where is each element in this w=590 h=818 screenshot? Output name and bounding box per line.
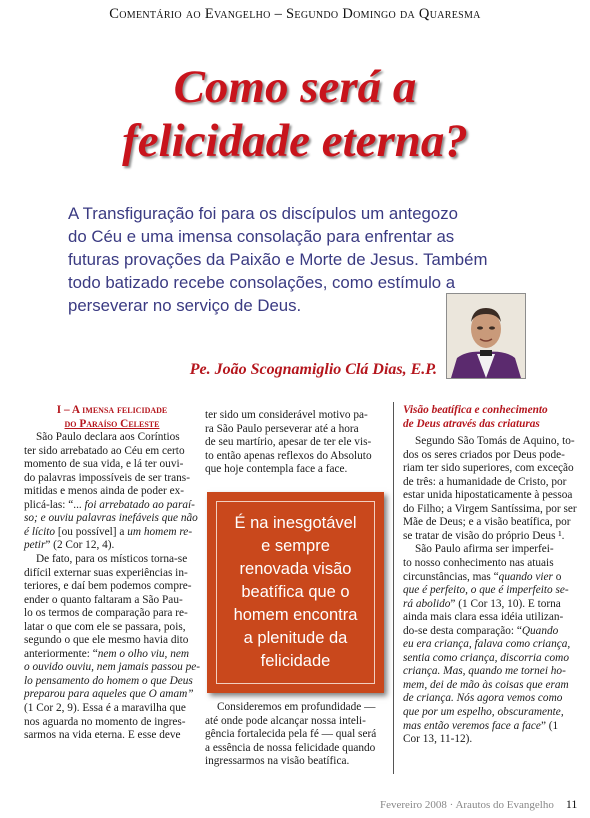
text-line: ingressarmos na visão beatífica. <box>205 755 350 768</box>
text-line: to nosso conhecimento nas atuais <box>403 557 554 570</box>
text-line: ter sido um considerável motivo pa- <box>205 409 368 421</box>
text-line: que por um espelho, obscuramente, <box>403 706 564 719</box>
text-line: que hoje contempla face a face. <box>205 463 348 476</box>
text-line: De fato, para os místicos torna-se <box>36 553 188 566</box>
quote-line: renovada visão <box>239 560 352 578</box>
subheading: Visão beatífica e conhecimento <box>403 404 548 416</box>
column-1-body <box>24 431 200 743</box>
pull-quote-text <box>234 512 358 673</box>
text-line: de criança. Nós agora vemos como <box>403 692 563 705</box>
column-2 <box>205 409 390 477</box>
text-line: petir” (2 Cor 12, 4). <box>24 539 115 552</box>
text-line: Consideremos em profundidade — <box>217 701 376 713</box>
text-line: de seu martírio, apesar de ter ele vis- <box>205 436 372 449</box>
subheading: de Deus através das criaturas <box>403 417 540 430</box>
author-photo <box>446 293 526 379</box>
text-line: ender o quanto faltaram a São Pau- <box>24 593 183 606</box>
text-line: so; e ouviu palavras inefáveis que não <box>24 512 198 525</box>
article-title-line-2: felicidade eterna? <box>122 115 468 167</box>
pull-quote-box <box>207 492 384 693</box>
page-footer <box>380 797 577 812</box>
text-line: plicá-las: “... foi arrebatado ao paraí- <box>24 498 195 511</box>
footer-issue: Fevereiro 2008 · Arautos do Evangelho <box>380 799 554 811</box>
text-line: latar o que com ele se passara, pois, <box>24 620 186 633</box>
text-line: Mãe de Deus; e a visão beatífica, por <box>403 516 571 529</box>
lead-line: todo batizado recebe consolações, como estímulo a <box>68 273 456 292</box>
text-line: difícil externar suas experiências in- <box>24 566 188 579</box>
quote-line: a plenitude da <box>243 629 348 647</box>
text-line: momento de sua vida, e lá ter ouvi- <box>24 458 184 471</box>
section-heading: I – A imensa felicidade <box>56 404 168 416</box>
text-line: nos aguarda no momento de ingres- <box>24 715 186 728</box>
text-line: dos os seres criados por Deus pode- <box>403 448 565 461</box>
lead-line: do Céu e uma imensa consolação para enfrentar as <box>68 227 455 246</box>
lead-line: perseverar no serviço de Deus. <box>68 296 302 315</box>
text-line: riam ter sido superiores, com exceção <box>403 462 574 475</box>
text-line: lo pensamento do homem o que Deus <box>24 674 193 687</box>
text-line: mem, dei de mão às coisas que eram <box>403 678 569 691</box>
quote-line: homem encontra <box>233 606 358 624</box>
article-title-line-1: Como será a <box>173 61 417 113</box>
text-line: estar unida hipostaticamente à pessoa <box>403 489 573 502</box>
text-line: (1 Cor 2, 9). Essa é a maravilha que <box>24 702 186 715</box>
text-line: sarmos na vida eterna. E esse deve <box>24 729 181 742</box>
text-line: São Paulo afirma ser imperfei- <box>415 543 554 556</box>
text-line: do-se desta comparação: “Quando <box>403 624 559 637</box>
section-heading: do Paraíso Celeste <box>64 417 160 430</box>
text-line: eu era criança, falava como criança, <box>403 638 571 651</box>
running-header: Comentário ao Evangelho – Segundo Domingo da Quaresma <box>109 6 481 22</box>
text-line: que é perfeito, o que é imperfeito se- <box>403 584 569 597</box>
text-line: se tratar de visão do próprio Deus ¹. <box>403 529 565 542</box>
text-line: a essência de nossa felicidade quando <box>205 741 376 754</box>
quote-line: beatífica que o <box>241 583 350 601</box>
text-line: São Paulo declara aos Coríntios <box>36 431 180 444</box>
text-line: lo os termos de comparação para re- <box>24 607 188 620</box>
column-2-bottom-text <box>205 701 390 769</box>
page-number: 11 <box>565 797 578 811</box>
text-line: gência fortalecida pela fé — qual será <box>205 728 377 741</box>
text-line: Segundo São Tomás de Aquino, to- <box>415 435 575 448</box>
text-line: teriores, e daí bem podemos compre- <box>24 580 192 593</box>
text-line: criança. Mas, quando me tornei ho- <box>403 665 566 678</box>
text-line: do Filho; a Virgem Santíssima, por ser <box>403 502 577 515</box>
text-line: até onde pode alcançar nossa inteli- <box>205 714 366 727</box>
column-3-body <box>403 435 578 747</box>
quote-line: e sempre <box>261 537 330 555</box>
column-2-bottom <box>205 701 390 769</box>
text-line: to então apenas reflexos do Absoluto <box>205 449 372 462</box>
lead-line: futuras provações da Paixão e Morte de Jesus. Também <box>68 250 488 269</box>
text-line: do palavras impossíveis de ser trans- <box>24 471 190 484</box>
text-line: o ouvido ouviu, nem jamais passou pe- <box>24 661 201 674</box>
text-line: mas então veremos face a face” (1 <box>403 719 559 732</box>
author-byline: Pe. João Scognamiglio Clá Dias, E.P. <box>189 361 437 378</box>
text-line: mitidas e menos ainda de poder ex- <box>24 485 184 498</box>
quote-line: felicidade <box>260 652 331 670</box>
text-line: rá abolido” (1 Cor 13, 10). E torna <box>403 597 561 610</box>
text-line: sentia como criança, discorria como <box>403 651 569 664</box>
text-line: preparou para aqueles que O amam” <box>24 688 194 701</box>
column-2-top-text <box>205 409 390 477</box>
column-1 <box>24 404 200 743</box>
lead-line: A Transfiguração foi para os discípulos um antegozo <box>68 204 458 223</box>
text-line: Cor 13, 11-12). <box>403 733 473 746</box>
text-line: ainda mais clara essa idéia utilizan- <box>403 611 564 624</box>
column-divider <box>393 402 394 774</box>
text-line: anteriormente: “nem o olho viu, nem <box>24 647 190 660</box>
lead-paragraph <box>68 202 488 317</box>
quote-line: É na inesgotável <box>234 514 357 532</box>
text-line: de três: a humanidade de Cristo, por <box>403 475 567 488</box>
text-line: ter sido arrebatado ao Céu em certo <box>24 444 185 457</box>
column-3 <box>403 404 578 747</box>
text-line: ra São Paulo perseverar até a hora <box>205 422 359 435</box>
text-line: é lícito [ou possível] a um homem re- <box>24 525 193 538</box>
text-line: circunstâncias, mas “quando vier o <box>403 570 562 583</box>
text-line: segundo o que ele mesmo havia dito <box>24 634 189 647</box>
